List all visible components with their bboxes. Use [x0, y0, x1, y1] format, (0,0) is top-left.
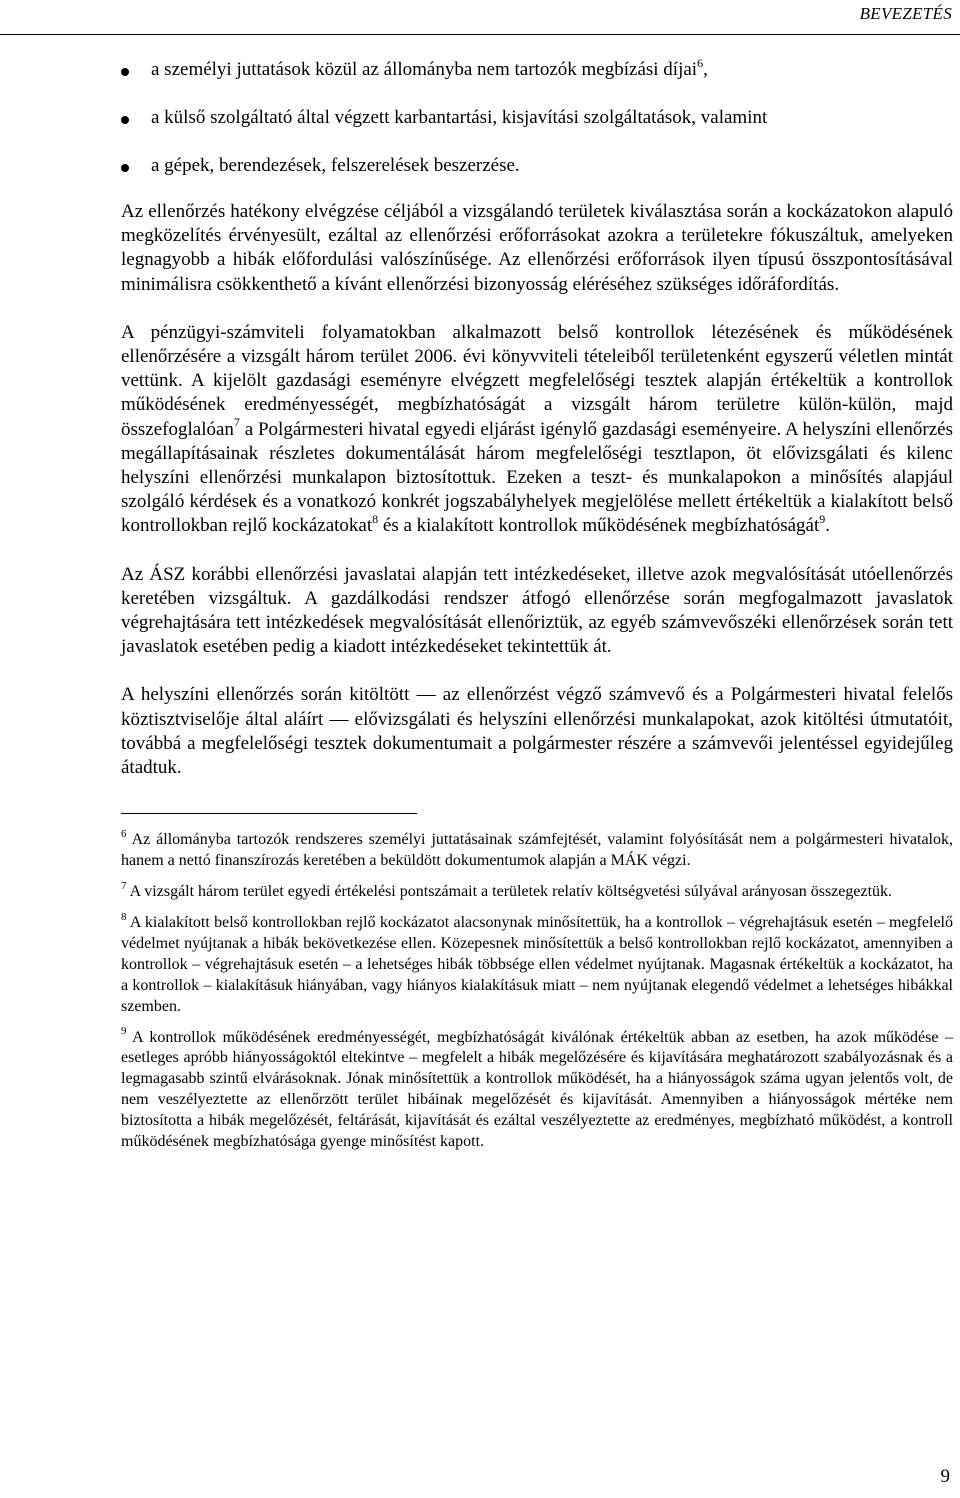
- bullet-text: a személyi juttatások közül az állományba nem tartozók megbízási díjai: [151, 59, 698, 80]
- bullet-list: [121, 55, 953, 178]
- footnote-8: [121, 910, 953, 1018]
- footnote-number: 6: [121, 827, 127, 840]
- footnote-text: A vizsgált három terület egyedi értékelési pontszámait a területek relatív költségvetési súlyával arányosan összegeztük.: [126, 883, 893, 901]
- bullet-icon: [121, 68, 129, 76]
- paragraph-handover: A helyszíni ellenőrzés során kitöltött — az ellenőrzést végző számvevő és a Polgármesteri hivatal felelős köztisztviselője által aláírt — elővizsgálati és helyszíni ellenőrzési munkalapokat, azok kitöltési útmutatóit, továbbá a megfelelőségi tesztek dokumentumait a polgármester részére a számvevői jelentéssel egyidejűleg átadtuk.: [121, 684, 953, 779]
- footnote-ref-7: 7: [233, 415, 240, 430]
- bullet-text: a külső szolgáltató által végzett karbantartási, kisjavítási szolgáltatások, valamint: [151, 107, 768, 128]
- paragraph-follow-up: Az ÁSZ korábbi ellenőrzési javaslatai alapján tett intézkedéseket, illetve azok megvalósítását utóellenőrzés keretében vizsgáltuk. A gazdálkodási rendszer átfogó ellenőrzése során megfogalmazott javaslatok végrehajtására tett intézkedések megvalósítását ellenőriztük, az egyéb számvevőszéki ellenőrzések során tett javaslatok esetében pedig a kiadott intézkedéseket tekintettük át.: [121, 563, 953, 658]
- footnote-ref-9: 9: [819, 512, 826, 527]
- paragraph-text: A pénzügyi-számviteli folyamatokban alkalmazott belső kontrollok létezésének és működésének ellenőrzésére a vizsgált három terület 2006. évi könyvviteli tételeiből területenként egyszerű véletlen mintát vettünk. A kijelölt gazdasági eseményre elvégzett megfelelőségi tesztek alapján értékeltük a kontrollok működésének eredményességét, megbízhatóságát a vizsgált három területre külön-külön, majd összefoglalóan: [121, 321, 953, 440]
- footnote-7: [121, 879, 953, 903]
- bullet-item: [121, 55, 953, 82]
- paragraph-text: a Polgármesteri hivatal egyedi eljárást igénylő gazdasági eseményeire. A helyszíni ellenőrzés megállapításainak részletes dokumentálását három megfelelőségi tesztlapon, öt elővizsgálati és kilenc helyszíni ellenőrzési munkalapon biztosítottuk. Ezeken a teszt- és munkalapokon a minősítés alapjául szolgáló kérdések és a vonatkozó konkrét jogszabályhelyek megjelölése mellett értékeltük a kialakított belső kontrollokban rejlő kockázatokat: [121, 418, 953, 537]
- bullet-tail: ,: [703, 59, 708, 80]
- footnote-text: Az állományba tartozók rendszeres személyi juttatásainak számfejtését, valamint folyósítását nem a polgármesteri hivatalok, hanem a nettó finanszírozás keretében a beküldött dokumentumok alapján a MÁK végzi.: [121, 831, 953, 870]
- paragraph-text: és a kialakított kontrollok működésének megbízhatóságát: [378, 515, 820, 537]
- footnote-text: A kontrollok működésének eredményességét, megbízhatóságát kiválónak értékeltük abban az esetben, ha azok működése – esetleges apróbb hiányosságoktól eltekintve – megfelelt a hibák megelőzésére és kijavítására meghatározott szabályozásnak és a legmagasabb szintű elvárásoknak. Jónak minősítettük a kontrollok működését, ha a hiányosságok száma ugyan jelentős volt, de nem veszélyeztette az ellenőrzött terület hibáinak megelőzését és kijavítását. Amennyiben a hiányosságok mértéke nem biztosította a hibák megelőzését, feltárását, kijavítását és ezáltal veszélyeztette az eredményes, megbízható működést, a kontroll működésének megbízhatósága gyenge minősítést kapott.: [121, 1028, 953, 1151]
- footnote-number: 7: [121, 879, 127, 892]
- footnote-ref-8: 8: [372, 512, 379, 527]
- footnote-number: 9: [121, 1025, 127, 1038]
- footnote-6: [121, 827, 953, 872]
- footnote-text: A kialakított belső kontrollokban rejlő kockázatot alacsonynak minősítettük, ha a kontrollok – végrehajtásuk esetén – megfelelő védelmet nyújtanak a hibák bekövetkezése ellen. Közepesnek minősítettük a belső kontrollokban rejlő kockázatot, amennyiben a kontrollok – végrehajtásuk esetén – a lehetséges hibák többsége ellen védelmet nyújtanak. Magasnak értékeltük a kockázatot, ha a kontrollok – kialakításuk hiányában, vagy hiányos kialakításuk miatt – nem nyújtanak elegendő védelmet a lehetséges hibákkal szemben.: [121, 913, 953, 1015]
- page-number: 9: [940, 1466, 950, 1487]
- page-header: [0, 0, 960, 35]
- bullet-item: [121, 106, 953, 130]
- footnote-number: 8: [121, 910, 127, 923]
- footnote-ref: 6: [697, 55, 704, 70]
- bullet-icon: [121, 164, 129, 172]
- bullet-text: a gépek, berendezések, felszerelések beszerzése.: [151, 155, 520, 176]
- footnote-separator: [121, 813, 417, 814]
- paragraph-text: .: [825, 515, 831, 537]
- paragraph-risk-focus: Az ellenőrzés hatékony elvégzése céljából a vizsgálandó területek kiválasztása során a kockázatokon alapuló megközelítés érvényesült, ezáltal az ellenőrzési erőforrásokat azokra a területekre fókuszáltuk, amelyeken legnagyobb a hibák előfordulási valószínűsége. Az ellenőrzési erőforrások ilyen típusú összpontosításával minimálisra csökkenthető a kívánt ellenőrzési bizonyosság eléréséhez szükséges időráfordítás.: [121, 201, 953, 295]
- paragraph-controls-testing: [121, 321, 953, 539]
- footnote-9: [121, 1025, 953, 1153]
- header-title: BEVEZETÉS: [859, 4, 952, 23]
- page-body: [121, 55, 953, 1163]
- bullet-item: [121, 154, 953, 178]
- bullet-icon: [121, 116, 129, 124]
